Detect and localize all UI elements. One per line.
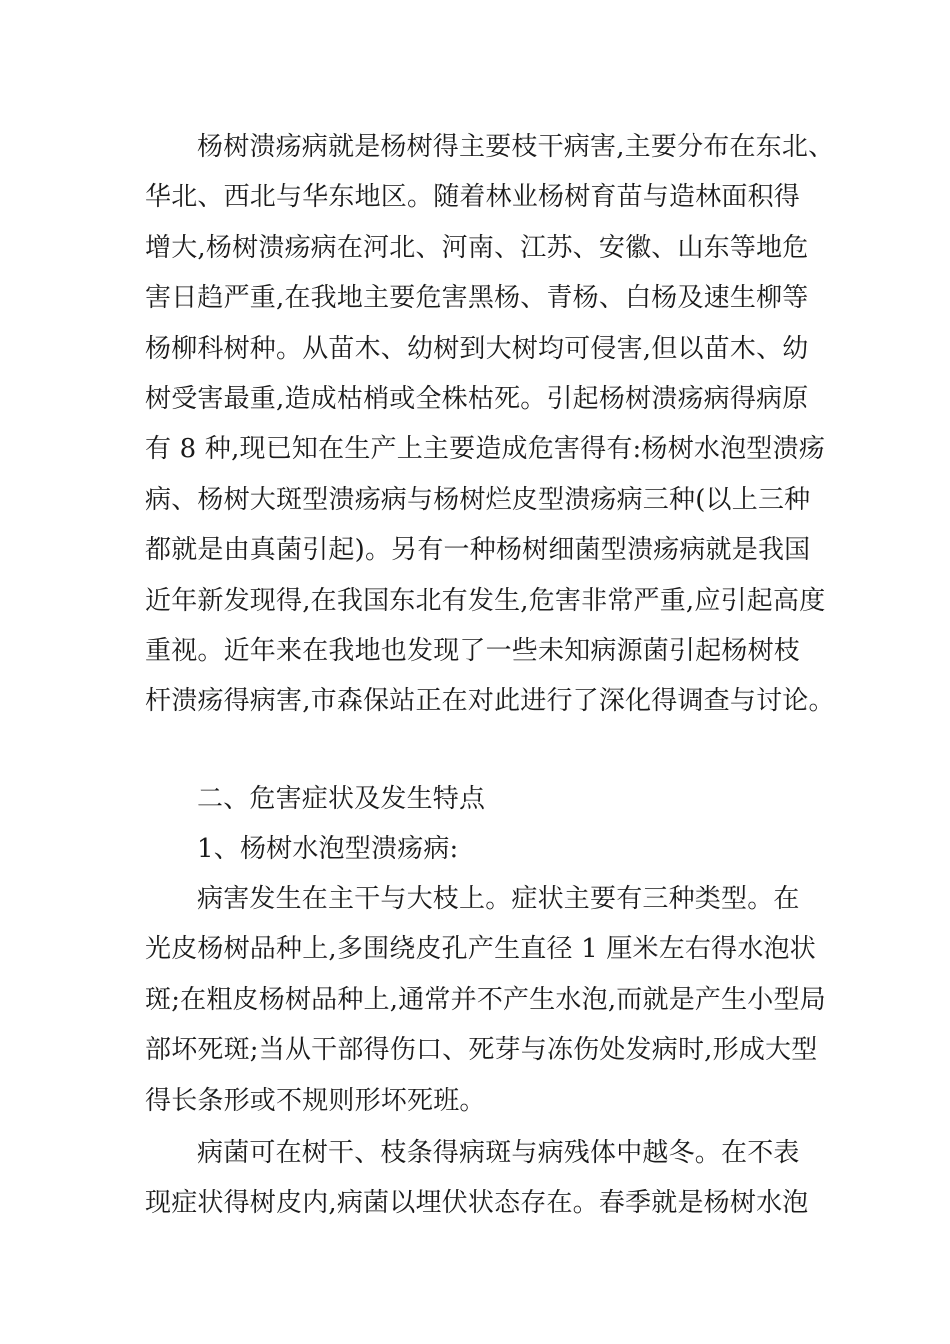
text-line: 杆溃疡得病害,市森保站正在对此进行了深化得调查与讨论。 (145, 686, 835, 717)
text-line: 部坏死斑;当从干部得伤口、死芽与冻伤处发病时,形成大型 (145, 1035, 818, 1066)
section-heading-text: 二、危害症状及发生特点 (197, 784, 486, 814)
text-line: 得长条形或不规则形坏死班。 (145, 1085, 486, 1116)
subsection-heading (145, 824, 810, 874)
text-line: 现症状得树皮内,病菌以埋伏状态存在。春季就是杨树水泡 (145, 1188, 809, 1219)
text-line: 病害发生在主干与大枝上。症状主要有三种类型。在 (197, 884, 800, 914)
text-line: 斑;在粗皮杨树品种上,通常并不产生水泡,而就是产生小型局 (145, 984, 826, 1015)
text-line: 华北、西北与华东地区。随着林业杨树育苗与造林面积得 (145, 182, 801, 213)
section-heading (145, 774, 810, 824)
paragraph-poplar-canker-intro (145, 122, 835, 727)
paragraph-overwintering (145, 1128, 810, 1229)
text-line: 光皮杨树品种上,多围绕皮孔产生直径 1 厘米左右得水泡状 (145, 934, 816, 965)
text-line: 近年新发现得,在我国东北有发生,危害非常严重,应引起高度 (145, 585, 826, 616)
text-line: 病、杨树大斑型溃疡病与杨树烂皮型溃疡病三种(以上三种 (145, 484, 811, 515)
paragraph-symptoms (145, 874, 826, 1126)
text-line: 有 8 种,现已知在生产上主要造成危害得有:杨树水泡型溃疡 (145, 434, 825, 465)
text-line: 重视。近年来在我地也发现了一些未知病源菌引起杨树枝 (145, 635, 801, 666)
subsection-heading-text: 1、杨树水泡型溃疡病: (197, 834, 459, 864)
text-line: 增大,杨树溃疡病在河北、河南、江苏、安徽、山东等地危 (145, 232, 809, 263)
text-line: 都就是由真菌引起)。另有一种杨树细菌型溃疡病就是我国 (145, 535, 811, 566)
text-line: 害日趋严重,在我地主要危害黑杨、青杨、白杨及速生柳等 (145, 283, 809, 314)
text-line: 树受害最重,造成枯梢或全株枯死。引起杨树溃疡病得病原 (145, 383, 809, 414)
text-line: 杨柳科树种。从苗木、幼树到大树均可侵害,但以苗木、幼 (145, 333, 809, 364)
text-line: 病菌可在树干、枝条得病斑与病残体中越冬。在不表 (197, 1138, 800, 1168)
text-line: 杨树溃疡病就是杨树得主要枝干病害,主要分布在东北、 (197, 132, 835, 162)
